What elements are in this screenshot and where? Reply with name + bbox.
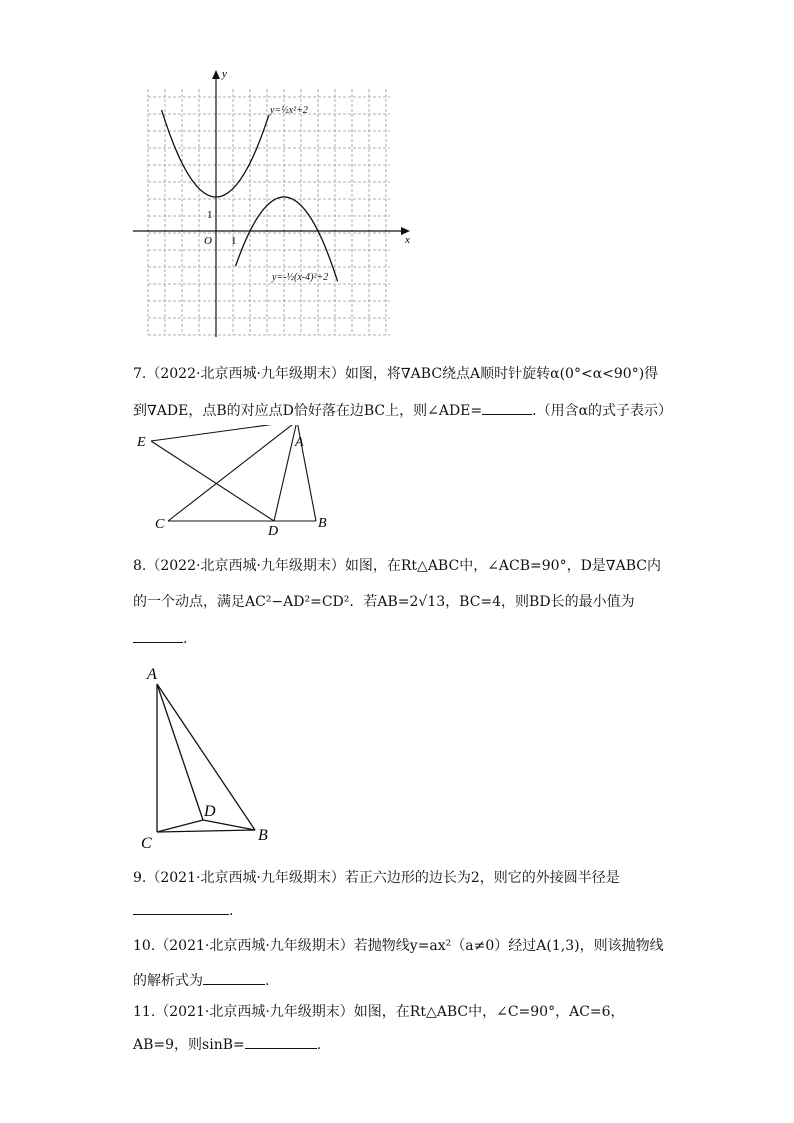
q7-text-1: 如图，将∇ABC绕点A顺时针旋转α(0°<α<90°)得 <box>344 366 659 382</box>
q11-text-2b: . <box>316 1037 322 1053</box>
q7-source: （2022·北京西城·九年级期末） <box>146 366 345 382</box>
q11-number: 11. <box>133 1004 156 1020</box>
segment-AD <box>274 425 297 521</box>
q7-point-D: D <box>268 524 279 539</box>
origin-label: O <box>204 235 212 247</box>
q8-point-C: C <box>141 835 152 852</box>
y-axis-arrow <box>212 70 220 79</box>
q10-line1 <box>133 936 664 956</box>
q9-text-2: . <box>229 903 234 919</box>
q7-line2 <box>133 400 672 421</box>
x-tick-label: 1 <box>231 235 237 247</box>
q8-number: 8. <box>133 558 147 574</box>
q9-text-1: 若正六边形的边长为2，则它的外接圆半径是 <box>344 870 620 886</box>
q11-line1 <box>133 1002 625 1022</box>
q8-point-A: A <box>147 666 157 683</box>
q7-point-E: E <box>137 435 146 450</box>
q8-line3 <box>133 628 187 649</box>
q9-source: （2021·北京西城·九年级期末） <box>146 870 345 886</box>
segment-AD <box>157 684 203 820</box>
q8-line1 <box>133 556 661 576</box>
q8-text-2: 的一个动点，满足AC²−AD²=CD²．若AB=2√13，BC=4，则BD长的最小值为 <box>133 594 635 610</box>
segment-CB <box>157 830 255 832</box>
q10-text-2b: . <box>265 973 270 989</box>
q9-line2 <box>133 900 233 921</box>
q8-source: （2022·北京西城·九年级期末） <box>146 558 345 574</box>
q9-line1 <box>133 868 620 888</box>
q11-text-1: 如图，在Rt△ABC中，∠C=90°，AC=6， <box>353 1004 625 1020</box>
q11-source: （2021·北京西城·九年级期末） <box>155 1004 354 1020</box>
q7-figure <box>130 425 340 540</box>
q10-line2 <box>133 970 269 991</box>
grid <box>148 89 390 335</box>
q8-line2 <box>133 592 635 612</box>
q8-text-3: . <box>183 631 188 647</box>
q9-number: 9. <box>133 870 147 886</box>
lower-parabola <box>236 197 338 281</box>
q8-figure <box>135 660 285 855</box>
q8-point-D: D <box>204 803 216 820</box>
q8-point-B: B <box>258 827 268 844</box>
q7-text-2b: .（用含α的式子表示） <box>532 403 673 419</box>
segment-DB <box>203 820 255 830</box>
upper-curve-label: y=½x²+2 <box>270 105 308 116</box>
y-tick-label: 1 <box>207 209 213 221</box>
q11-answer-blank[interactable] <box>245 1034 317 1049</box>
q10-text-1: 若抛物线y=ax²（a≠0）经过A(1,3)，则该抛物线 <box>353 938 664 954</box>
q7-point-B: B <box>318 516 327 531</box>
y-axis-label: y <box>222 68 227 80</box>
q10-number: 10. <box>133 938 156 954</box>
q7-point-A: A <box>295 435 304 450</box>
q10-text-2a: 的解析式为 <box>133 973 203 989</box>
upper-parabola <box>162 110 269 197</box>
q8-answer-blank[interactable] <box>133 628 183 643</box>
q11-line2 <box>133 1034 321 1055</box>
segment-CD <box>157 820 203 832</box>
q7-number: 7. <box>133 366 147 382</box>
q7-point-C: C <box>155 517 165 532</box>
q10-source: （2021·北京西城·九年级期末） <box>155 938 354 954</box>
q9-answer-blank[interactable] <box>133 900 229 915</box>
q11-text-2a: AB=9，则sinB= <box>133 1037 245 1053</box>
q10-answer-blank[interactable] <box>203 970 265 985</box>
q7-line1 <box>133 364 658 384</box>
q8-text-1: 如图，在Rt△ABC中，∠ACB=90°，D是∇ABC内 <box>344 558 661 574</box>
lower-curve-label: y=-½(x-4)²+2 <box>272 272 329 283</box>
q7-text-2a: 到∇ADE，点B的对应点D恰好落在边BC上，则∠ADE= <box>133 403 483 419</box>
x-axis-label: x <box>405 234 410 246</box>
q7-answer-blank[interactable] <box>482 400 532 415</box>
